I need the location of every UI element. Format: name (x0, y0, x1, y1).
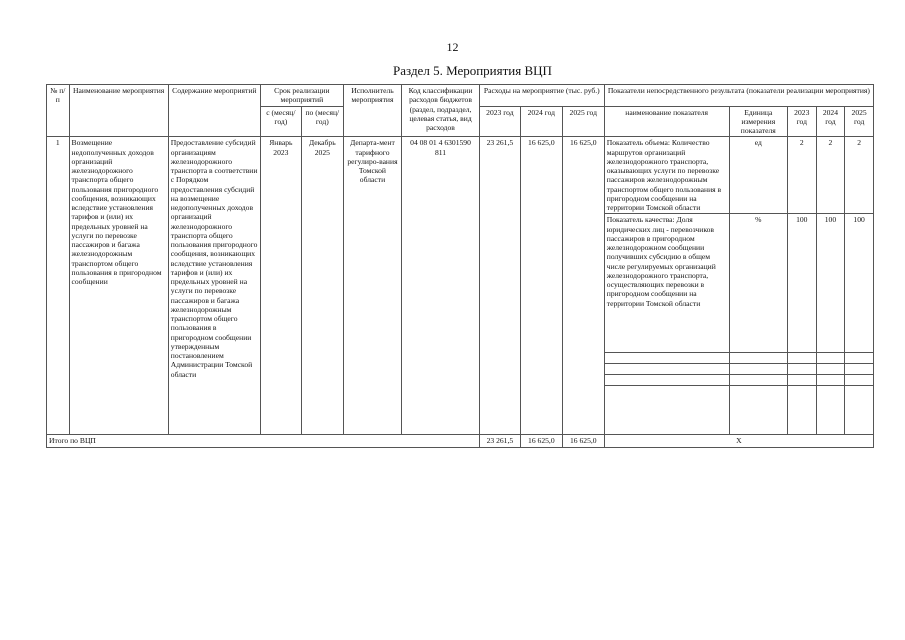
indicator-unit: % (729, 214, 787, 353)
total-exp-2024: 16 625,0 (520, 435, 562, 447)
indicator-2024: 100 (816, 214, 845, 353)
row-code: 04 08 01 4 6301590 811 (402, 137, 480, 435)
header-exp-2024: 2024 год (520, 106, 562, 137)
row-num: 1 (47, 137, 70, 435)
header-ind-unit: Единица измерения показателя (729, 106, 787, 137)
header-content: Содержание мероприятий (168, 85, 260, 137)
total-label: Итого по ВЦП (47, 435, 480, 447)
indicator-2023: 100 (787, 214, 816, 353)
header-ind-2023: 2023 год (787, 106, 816, 137)
row-exp-2024: 16 625,0 (520, 137, 562, 435)
header-code: Код классификации расходов бюджетов (раздел, подраздел, целевая статья, вид расходов (402, 85, 480, 137)
header-ind-2024: 2024 год (816, 106, 845, 137)
header-name: Наименование мероприятия (69, 85, 168, 137)
row-executor: Департа-мент тарифного регулиро-вания Томской области (343, 137, 401, 435)
measures-table (46, 84, 874, 448)
total-exp-2023: 23 261,5 (479, 435, 520, 447)
row-period-to: Декабрь 2025 (301, 137, 343, 435)
header-period-from: с (месяц/ год) (260, 106, 301, 137)
header-row-1 (47, 85, 874, 107)
header-expenses: Расходы на мероприятие (тыс. руб.) (479, 85, 604, 107)
indicator-2025: 2 (845, 137, 874, 214)
indicator-2023: 2 (787, 137, 816, 214)
header-exp-2025: 2025 год (562, 106, 604, 137)
page-number: 12 (446, 40, 459, 54)
indicator-name: Показатель качества: Доля юридических лиц - перевозчиков пассажиров в пригородном железнодорожном сообщении получивших субсидию в общем числе регулируемых организаций железнодорожного транспорта, осуществляющих перевозки в пригородном сообщении на территории Томской области (604, 214, 729, 353)
row-period-from: Январь 2023 (260, 137, 301, 435)
row-name: Возмещение недополученных доходов организаций железнодорожного транспорта общего пользования пригородного сообщения, возникающих вследствие установления тарифов и (или) их предельных уровней на услуги по перевозке пассажиров и багажа железнодорожным транспортом общего пользования в пригородном сообщении (69, 137, 168, 435)
indicator-name: Показатель объема: Количество маршрутов организаций железнодорожного транспорта, оказывающих услуги по перевозке пассажиров железнодорожным транспортом общего пользования в пригородном сообщении на территории Томской области (604, 137, 729, 214)
indicator-unit: ед (729, 137, 787, 214)
total-row (47, 435, 874, 447)
header-indicators: Показатели непосредственного результата (показатели реализации мероприятия) (604, 85, 873, 107)
table-row (47, 137, 874, 214)
total-exp-2025: 16 625,0 (562, 435, 604, 447)
header-exp-2023: 2023 год (479, 106, 520, 137)
header-ind-name: наименование показателя (604, 106, 729, 137)
header-period-to: по (месяц/ год) (301, 106, 343, 137)
header-executor: Исполнитель мероприятия (343, 85, 401, 137)
row-exp-2025: 16 625,0 (562, 137, 604, 435)
header-ind-2025: 2025 год (845, 106, 874, 137)
indicator-2024: 2 (816, 137, 845, 214)
section-title: Раздел 5. Мероприятия ВЦП (393, 63, 552, 78)
indicator-2025: 100 (845, 214, 874, 353)
total-mark: X (604, 435, 873, 447)
row-content: Предоставление субсидий организациям железнодорожного транспорта в соответствии с Порядком предоставления субсидий на возмещение недополученных доходов организаций железнодорожного транспорта общего пользования пригородного сообщения, возникающих вследствие установления тарифов и (или) их предельных уровней на услуги по перевозке пассажиров и багажа железнодорожным транспортом общего пользования в пригородном сообщении утвержденным постановлением Администрации Томской области (168, 137, 260, 435)
header-period: Срок реализации мероприятий (260, 85, 343, 107)
header-num: № п/п (47, 85, 70, 137)
row-exp-2023: 23 261,5 (479, 137, 520, 435)
